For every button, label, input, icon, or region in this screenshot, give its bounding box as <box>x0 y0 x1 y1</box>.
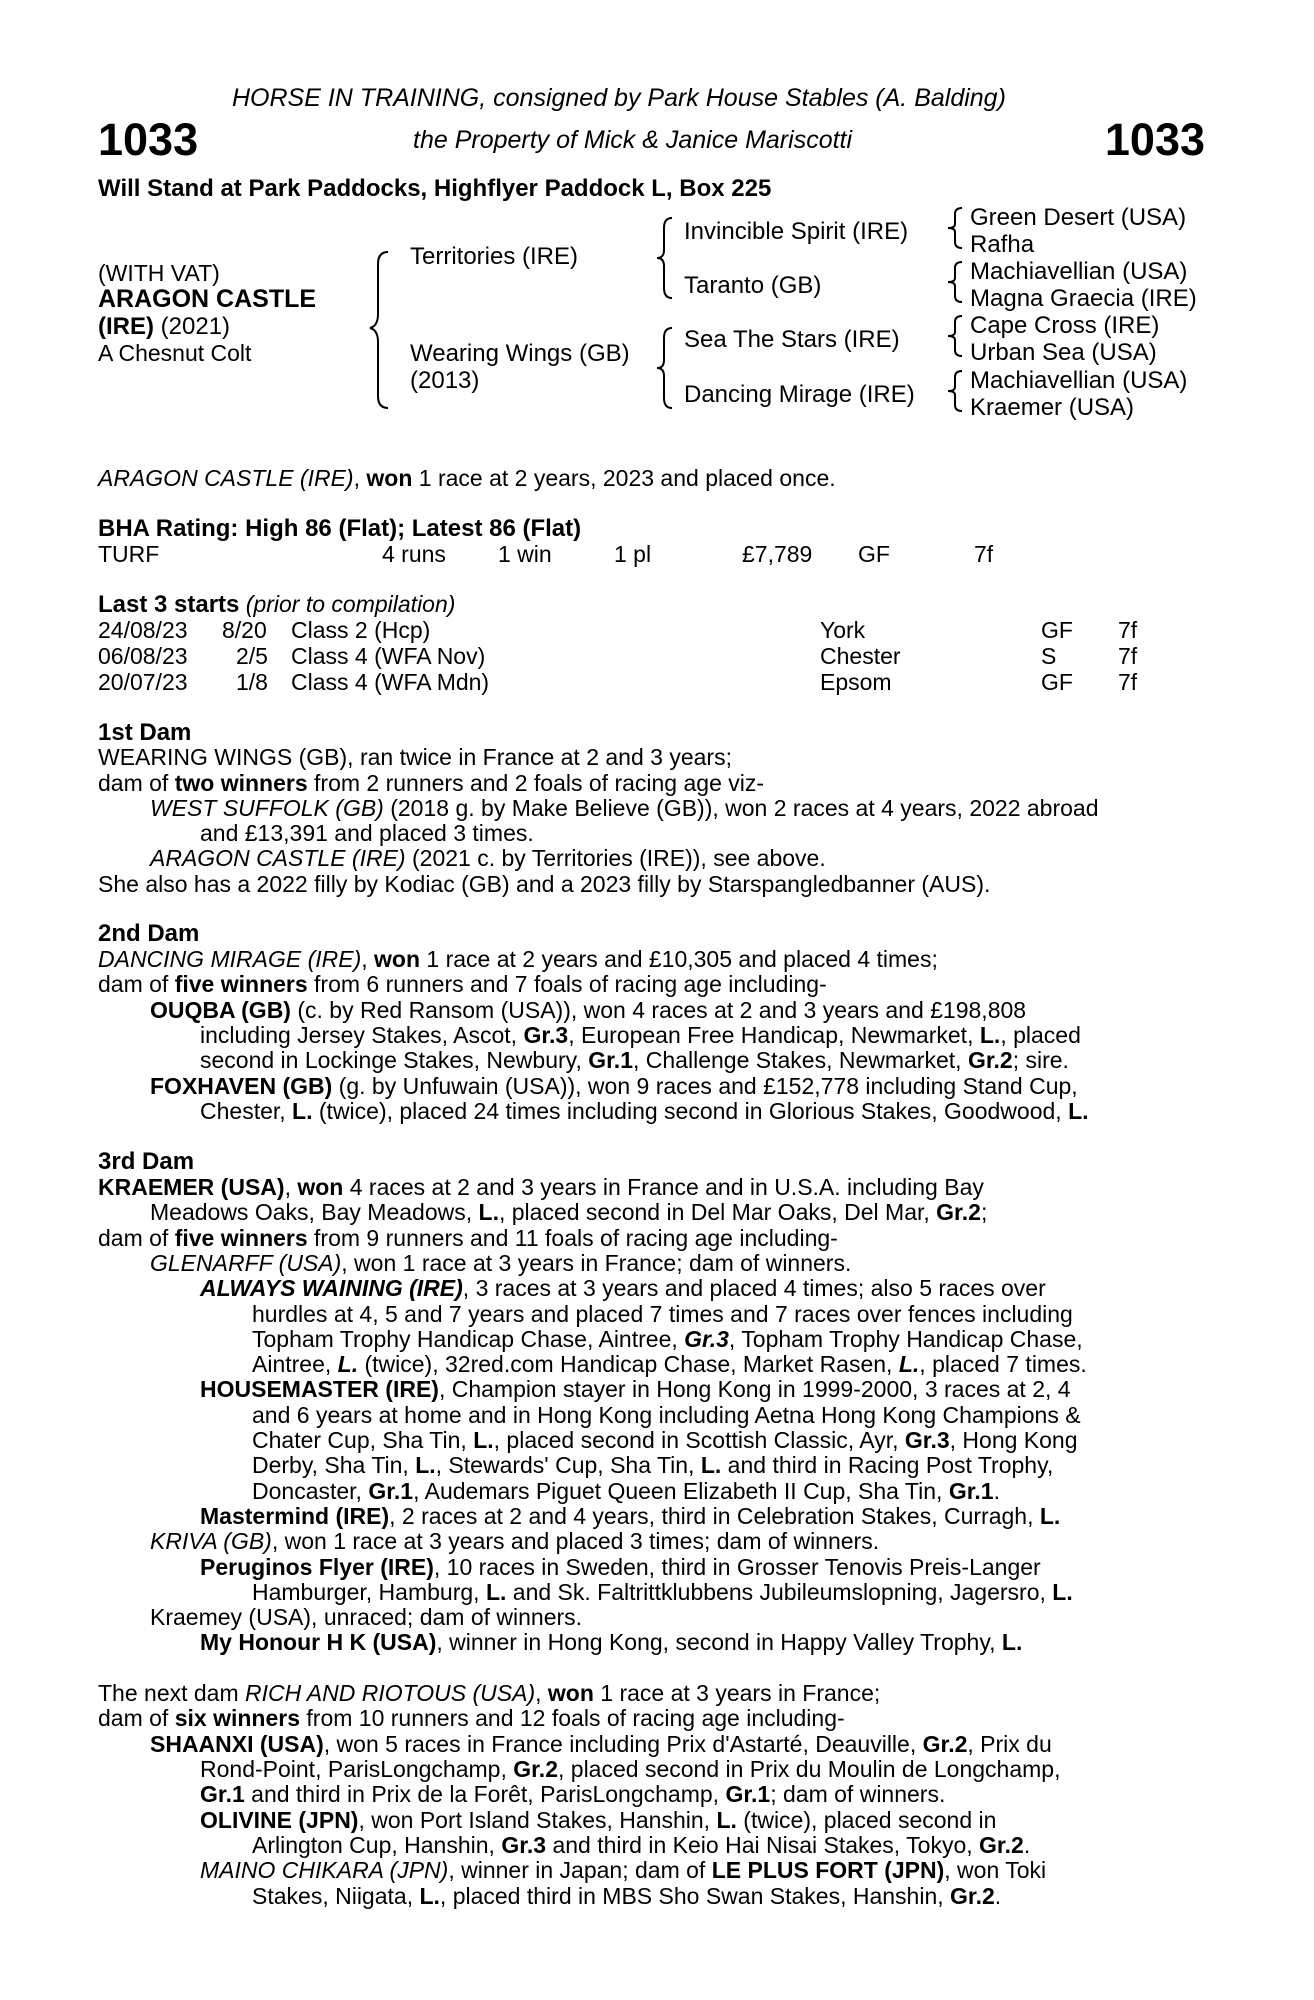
start-race: Class 4 (WFA Mdn) <box>291 669 490 695</box>
last-starts-note: (prior to compilation) <box>239 591 456 617</box>
third-dam-line: HOUSEMASTER (IRE), Champion stayer in Hong Kong in 1999-2000, 3 races at 2, 4 <box>200 1376 1071 1402</box>
third-dam-line: Mastermind (IRE), 2 races at 2 and 4 years, third in Celebration Stakes, Curragh, L. <box>200 1503 1061 1529</box>
pedigree-brace-sire <box>654 216 676 300</box>
first-dam-title: 1st Dam <box>98 719 192 746</box>
third-dam-line: Aintree, L. (twice), 32red.com Handicap Chase, Market Rasen, L., placed 7 times. <box>252 1351 1087 1377</box>
pedigree-brace-g3-2 <box>944 260 966 304</box>
start-date: 20/07/23 <box>98 669 188 695</box>
third-dam-line: Kraemey (USA), unraced; dam of winners. <box>150 1604 583 1630</box>
first-dam-line: WEARING WINGS (GB), ran twice in France at 2 and 3 years; <box>98 744 732 770</box>
horse-description: A Chesnut Colt <box>98 340 252 366</box>
third-dam-line: KRIVA (GB), won 1 race at 3 years and placed 3 times; dam of winners. <box>150 1528 880 1554</box>
last-starts-label: Last 3 starts <box>98 591 240 618</box>
second-dam-line: second in Lockinge Stakes, Newbury, Gr.1, Challenge Stakes, Newmarket, Gr.2; sire. <box>200 1047 1069 1073</box>
second-dam-line: FOXHAVEN (GB) (g. by Unfuwain (USA)), won 9 races and £152,778 including Stand Cup, <box>150 1073 1078 1099</box>
start-going: GF <box>1041 617 1073 643</box>
second-dam-line: dam of five winners from 6 runners and 7 foals of racing age including- <box>98 971 827 997</box>
lot-number-right: 1033 <box>1104 114 1205 165</box>
second-dam-line: including Jersey Stakes, Ascot, Gr.3, European Free Handicap, Newmarket, L., placed <box>200 1022 1081 1048</box>
horse-origin-year <box>98 315 230 339</box>
gen3-7: Machiavellian (USA) <box>970 367 1188 394</box>
start-distance: 7f <box>1118 617 1138 643</box>
next-dam-line: dam of six winners from 10 runners and 12 foals of racing age including- <box>98 1705 845 1731</box>
pedigree-brace-g3-4 <box>944 369 966 413</box>
horse-year: (2021) <box>154 313 231 340</box>
third-dam-line: and 6 years at home and in Hong Kong including Aetna Hong Kong Champions & <box>252 1402 1081 1428</box>
next-dam-line: Gr.1 and third in Prix de la Forêt, ParisLongchamp, Gr.1; dam of winners. <box>200 1781 946 1807</box>
pedigree-brace-main <box>368 250 398 410</box>
rating-surface: TURF <box>98 541 160 567</box>
gen2-dam-sire: Sea The Stars (IRE) <box>684 326 900 353</box>
property-line: the Property of Mick & Janice Mariscotti <box>413 126 853 154</box>
third-dam-line: Doncaster, Gr.1, Audemars Piguet Queen Elizabeth II Cup, Sha Tin, Gr.1. <box>252 1478 1000 1504</box>
next-dam-line: The next dam RICH AND RIOTOUS (USA), won 1 race at 3 years in France; <box>98 1680 881 1706</box>
next-dam-line: Stakes, Niigata, L., placed third in MBS Sho Swan Stakes, Hanshin, Gr.2. <box>252 1883 1002 1909</box>
second-dam-title: 2nd Dam <box>98 920 200 947</box>
start-course: Chester <box>820 643 901 669</box>
race-summary: ARAGON CASTLE (IRE), won 1 race at 2 years, 2023 and placed once. <box>98 465 836 491</box>
gen2-sire-dam: Taranto (GB) <box>684 272 822 299</box>
horse-origin: (IRE) <box>98 313 154 340</box>
first-dam-line: dam of two winners from 2 runners and 2 foals of racing age viz- <box>98 770 765 796</box>
summary-horse-name: ARAGON CASTLE (IRE) <box>98 465 354 491</box>
dam-year: (2013) <box>410 367 480 394</box>
start-going: GF <box>1041 669 1073 695</box>
next-dam-line: MAINO CHIKARA (JPN), winner in Japan; dam of LE PLUS FORT (JPN), won Toki <box>200 1857 1047 1883</box>
gen2-sire-sire: Invincible Spirit (IRE) <box>684 218 909 245</box>
start-distance: 7f <box>1118 643 1138 669</box>
vat-label: (WITH VAT) <box>98 260 220 286</box>
rating-earnings: £7,789 <box>742 541 813 567</box>
start-race: Class 2 (Hcp) <box>291 617 431 643</box>
start-position: 1/8 <box>236 669 268 695</box>
rating-wins: 1 win <box>498 541 552 567</box>
start-distance: 7f <box>1118 669 1138 695</box>
gen3-3: Machiavellian (USA) <box>970 258 1188 285</box>
gen3-6: Urban Sea (USA) <box>970 339 1157 366</box>
start-going: S <box>1041 643 1057 669</box>
third-dam-line: GLENARFF (USA), won 1 race at 3 years in France; dam of winners. <box>150 1250 852 1276</box>
third-dam-line: KRAEMER (USA), won 4 races at 2 and 3 years in France and in U.S.A. including Bay <box>98 1174 984 1200</box>
first-dam-line: ARAGON CASTLE (IRE) (2021 c. by Territories (IRE)), see above. <box>150 845 826 871</box>
third-dam-line: Hamburger, Hamburg, L. and Sk. Faltrittklubbens Jubileumslopning, Jagersro, L. <box>252 1579 1073 1605</box>
first-dam-line: She also has a 2022 filly by Kodiac (GB) and a 2023 filly by Starspangledbanner (AUS). <box>98 871 991 897</box>
horse-name: ARAGON CASTLE <box>98 285 317 313</box>
pedigree-brace-g3-3 <box>944 314 966 358</box>
start-date: 06/08/23 <box>98 643 188 669</box>
next-dam-line: OLIVINE (JPN), won Port Island Stakes, Hanshin, L. (twice), placed second in <box>200 1807 997 1833</box>
rating-runs: 4 runs <box>382 541 446 567</box>
rating-distance: 7f <box>974 541 994 567</box>
third-dam-line: Chater Cup, Sha Tin, L., placed second in Scottish Classic, Ayr, Gr.3, Hong Kong <box>252 1427 1078 1453</box>
consignor-line: HORSE IN TRAINING, consigned by Park House Stables (A. Balding) <box>232 84 1006 112</box>
gen3-5: Cape Cross (IRE) <box>970 312 1160 339</box>
gen3-2: Rafha <box>970 231 1035 258</box>
third-dam-line: Derby, Sha Tin, L., Stewards' Cup, Sha Tin, L. and third in Racing Post Trophy, <box>252 1452 1054 1478</box>
start-course: Epsom <box>820 669 892 695</box>
third-dam-line: hurdles at 4, 5 and 7 years and placed 7 times and 7 races over fences including <box>252 1301 1073 1327</box>
third-dam-title: 3rd Dam <box>98 1148 195 1175</box>
summary-text: 1 race at 2 years, 2023 and placed once. <box>412 465 836 491</box>
second-dam-line: Chester, L. (twice), placed 24 times including second in Glorious Stakes, Goodwood, L. <box>200 1098 1089 1124</box>
stand-location: Will Stand at Park Paddocks, Highflyer Paddock L, Box 225 <box>98 175 772 202</box>
gen3-4: Magna Graecia (IRE) <box>970 285 1197 312</box>
start-position: 8/20 <box>222 617 267 643</box>
gen3-8: Kraemer (USA) <box>970 394 1135 421</box>
next-dam-line: Rond-Point, ParisLongchamp, Gr.2, placed second in Prix du Moulin de Longchamp, <box>200 1756 1061 1782</box>
start-position: 2/5 <box>236 643 268 669</box>
third-dam-line: Topham Trophy Handicap Chase, Aintree, Gr.3, Topham Trophy Handicap Chase, <box>252 1326 1083 1352</box>
start-course: York <box>820 617 866 643</box>
second-dam-line: DANCING MIRAGE (IRE), won 1 race at 2 years and £10,305 and placed 4 times; <box>98 946 938 972</box>
third-dam-line: My Honour H K (USA), winner in Hong Kong, second in Happy Valley Trophy, L. <box>200 1629 1023 1655</box>
rating-placed: 1 pl <box>614 541 652 567</box>
start-race: Class 4 (WFA Nov) <box>291 643 486 669</box>
sire-name: Territories (IRE) <box>410 243 579 270</box>
third-dam-line: ALWAYS WAINING (IRE), 3 races at 3 years and placed 4 times; also 5 races over <box>200 1275 1046 1301</box>
last-starts-title <box>98 593 455 617</box>
rating-going: GF <box>858 541 890 567</box>
first-dam-line: WEST SUFFOLK (GB) (2018 g. by Make Believe (GB)), won 2 races at 4 years, 2022 abroad <box>150 795 1099 821</box>
first-dam-line: and £13,391 and placed 3 times. <box>200 820 534 846</box>
dam-name: Wearing Wings (GB) <box>410 340 630 367</box>
pedigree-brace-dam <box>654 326 676 410</box>
third-dam-line: dam of five winners from 9 runners and 11 foals of racing age including- <box>98 1225 838 1251</box>
lot-number-left: 1033 <box>98 114 199 165</box>
next-dam-line: Arlington Cup, Hanshin, Gr.3 and third in Keio Hai Nisai Stakes, Tokyo, Gr.2. <box>252 1832 1031 1858</box>
summary-won: won <box>366 465 413 491</box>
third-dam-line: Meadows Oaks, Bay Meadows, L., placed second in Del Mar Oaks, Del Mar, Gr.2; <box>150 1199 988 1225</box>
gen2-dam-dam: Dancing Mirage (IRE) <box>684 381 915 408</box>
rating-title: BHA Rating: High 86 (Flat); Latest 86 (Flat) <box>98 515 582 542</box>
next-dam-line: SHAANXI (USA), won 5 races in France including Prix d'Astarté, Deauville, Gr.2, Prix du <box>150 1731 1052 1757</box>
start-date: 24/08/23 <box>98 617 188 643</box>
gen3-1: Green Desert (USA) <box>970 204 1187 231</box>
third-dam-line: Peruginos Flyer (IRE), 10 races in Sweden, third in Grosser Tenovis Preis-Langer <box>200 1554 1041 1580</box>
pedigree-brace-g3-1 <box>944 206 966 250</box>
second-dam-line: OUQBA (GB) (c. by Red Ransom (USA)), won 4 races at 2 and 3 years and £198,808 <box>150 997 1027 1023</box>
